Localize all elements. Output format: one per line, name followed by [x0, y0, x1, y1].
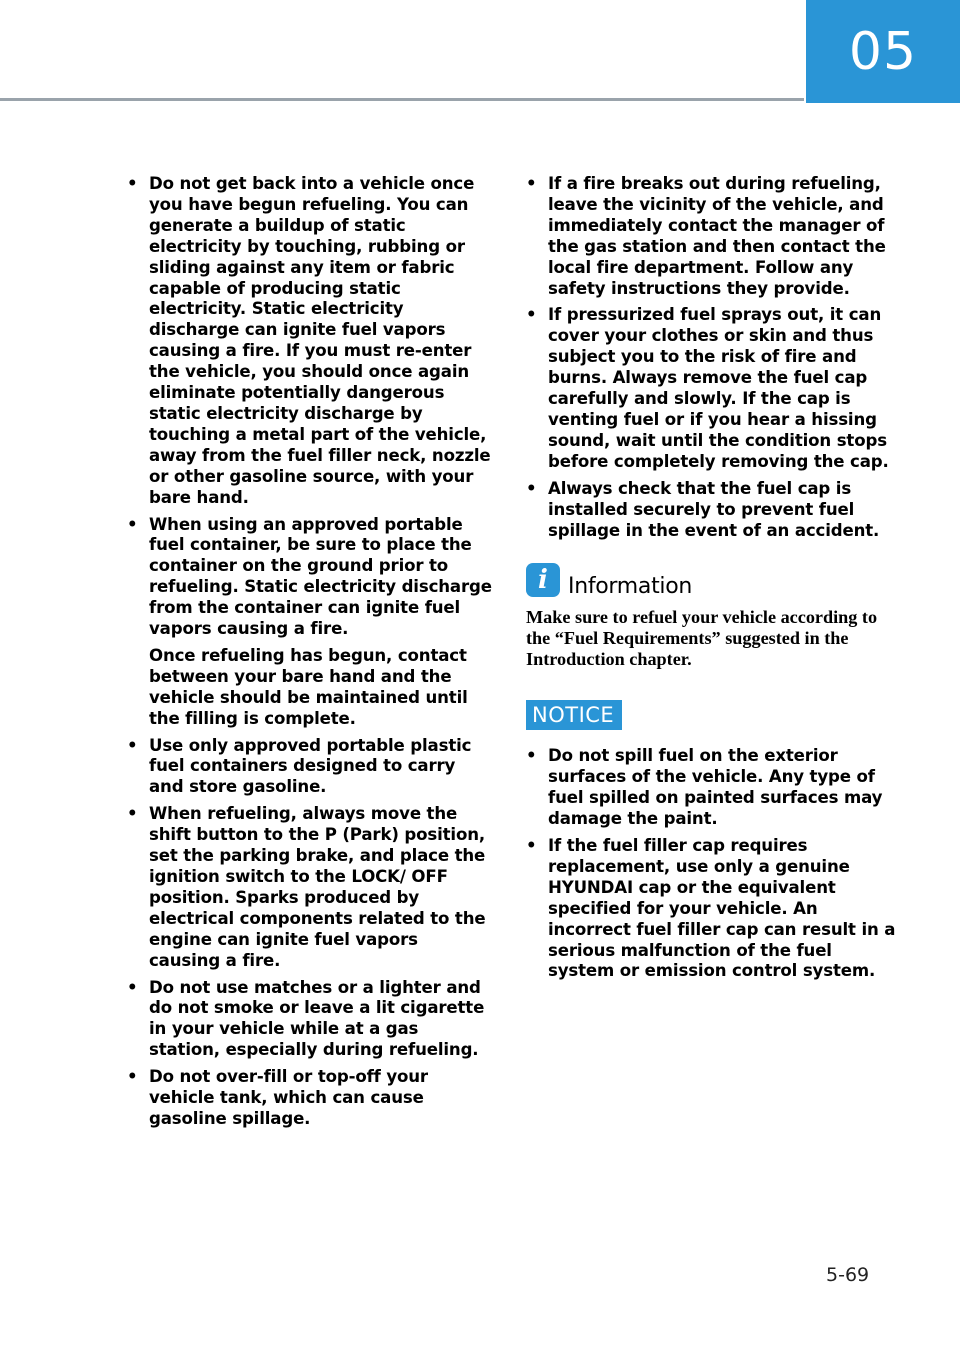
bullet-marker: •: [526, 174, 537, 193]
bullet-text: If pressurized fuel sprays out, it can cover your clothes or skin and thus subject you to the risk of fire and burns. Always remove the fuel cap carefully and slowly. If the cap is venting fuel or if you hear a hissing sound, wait until the condition stops before completely removing the cap.: [548, 305, 889, 471]
bullet-item: [127, 174, 493, 509]
bullet-text: Do not get back into a vehicle once you have begun refueling. You can generate a buildup of static electricity by touching, rubbing or sliding against any item or fabric capable of producing static electricity. Static electricity discharge can ignite fuel vapors causing a fire. If you must re-enter the vehicle, you should once again eliminate potentially dangerous static electricity discharge by touching a metal part of the vehicle, away from the fuel filler neck, nozzle or other gasoline source, with your bare hand.: [149, 174, 491, 507]
bullet-text: If a fire breaks out during refueling, leave the vicinity of the vehicle, and immediately contact the manager of the gas station and then contact the local fire department. Follow any safety instructions they provide.: [548, 174, 886, 298]
information-header: [526, 563, 896, 597]
right-bullet-list: [526, 174, 896, 541]
notice-bullet-list: [526, 746, 896, 982]
bullet-item: [127, 1067, 493, 1130]
bullet-marker: •: [526, 478, 537, 498]
bullet-item: [526, 746, 896, 830]
bullet-text: If the fuel filler cap requires replacement, use only a genuine HYUNDAI cap or the equivalent specified for your vehicle. An incorrect fuel filler cap can result in a serious malfunction of the fuel system or emission control system.: [548, 836, 896, 981]
chapter-tab: [806, 0, 960, 103]
header-rule: [0, 98, 804, 101]
bullet-item: [526, 305, 896, 472]
chapter-number: 05: [848, 21, 918, 82]
bullet-text: Do not spill fuel on the exterior surfaces of the vehicle. Any type of fuel spilled on painted surfaces may damage the paint.: [548, 746, 883, 829]
bullet-item: [526, 174, 896, 299]
bullet-text: Use only approved portable plastic fuel containers designed to carry and store gasoline.: [149, 735, 472, 797]
bullet-marker: •: [526, 836, 537, 856]
bullet-marker: •: [127, 514, 138, 534]
bullet-marker: •: [127, 174, 138, 193]
bullet-item: [127, 736, 493, 799]
information-icon: i: [526, 563, 560, 597]
bullet-text: Once refueling has begun, contact between your bare hand and the vehicle should be maintained until the filling is complete.: [149, 645, 468, 728]
bullet-item: [127, 804, 493, 971]
page-number: 5-69: [826, 1264, 870, 1286]
bullet-text: When refueling, always move the shift button to the P (Park) position, set the parking brake, and place the ignition switch to the LOCK/ OFF position. Sparks produced by electrical components related to the engine can ignite fuel vapors causing a fire.: [149, 804, 486, 970]
left-bullet-list: [127, 174, 493, 1130]
bullet-text: When using an approved portable fuel container, be sure to place the container on the ground prior to refueling. Static electricity discharge from the container can ignite fuel vapors causing a fire.: [149, 514, 492, 639]
left-column: [127, 174, 493, 1136]
information-title: Information: [568, 573, 693, 599]
bullet-item: [526, 479, 896, 542]
notice-badge: NOTICE: [526, 700, 622, 730]
bullet-text: Do not over-fill or top-off your vehicle tank, which can cause gasoline spillage.: [149, 1067, 428, 1128]
bullet-item: [127, 978, 493, 1062]
bullet-marker: •: [127, 735, 138, 755]
information-body: Make sure to refuel your vehicle according to the “Fuel Requirements” suggested in the Introduction chapter.: [526, 607, 878, 670]
right-column: [526, 174, 896, 988]
bullet-marker: •: [526, 305, 537, 325]
bullet-text: Do not use matches or a lighter and do not smoke or leave a lit cigarette in your vehicle while at a gas station, especially during refueling.: [149, 977, 485, 1060]
bullet-marker: •: [127, 1067, 138, 1087]
bullet-item: [127, 515, 493, 730]
bullet-text: Always check that the fuel cap is installed securely to prevent fuel spillage in the event of an accident.: [548, 478, 880, 540]
bullet-marker: •: [127, 977, 138, 997]
bullet-marker: •: [127, 804, 138, 824]
bullet-item: [526, 836, 896, 982]
bullet-marker: •: [526, 746, 537, 766]
